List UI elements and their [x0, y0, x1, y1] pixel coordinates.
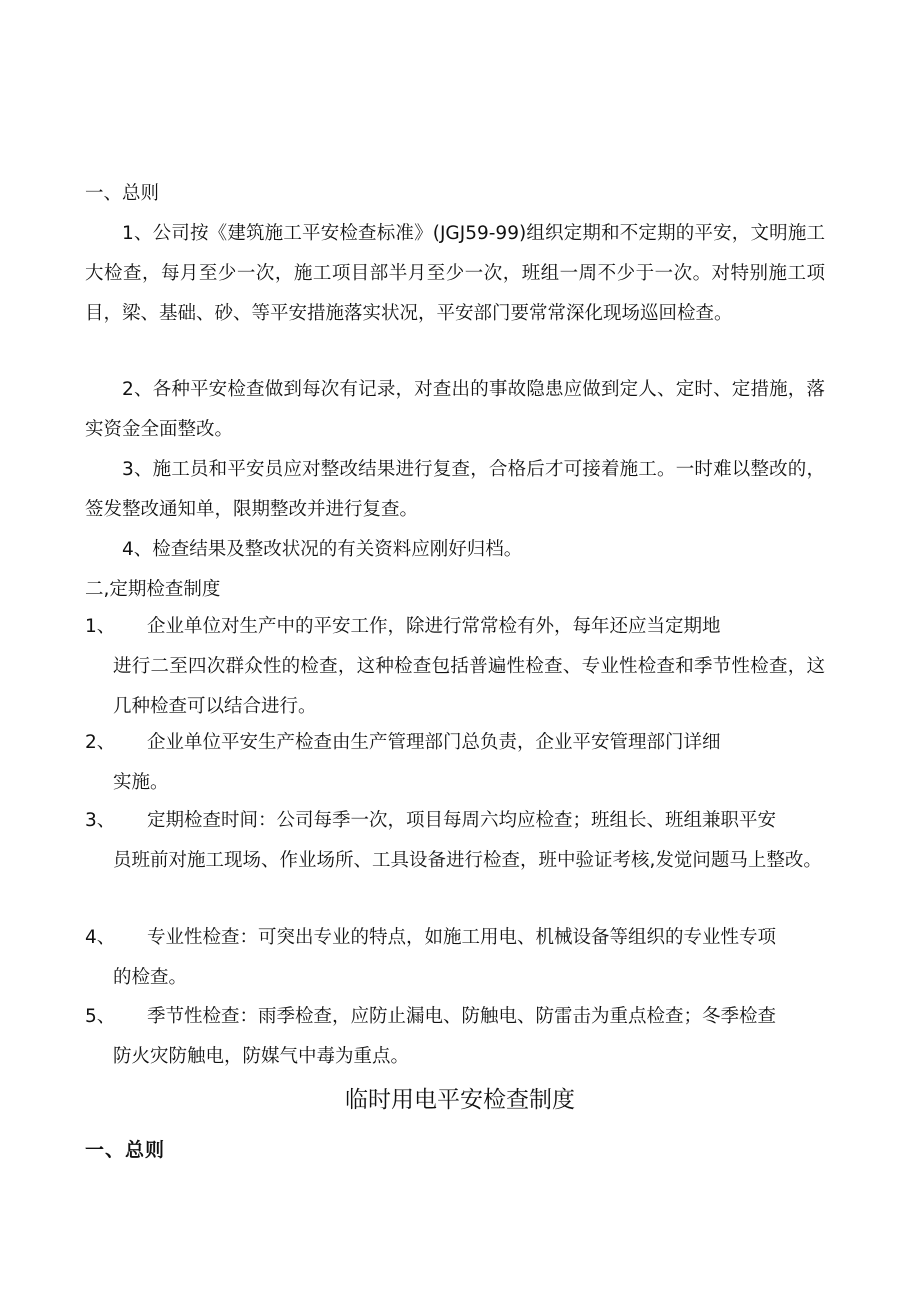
- list-item-continuation: 实施。: [113, 772, 169, 793]
- list-item-continuation: 防火灾防触电，防媒气中毒为重点。: [113, 1046, 410, 1067]
- list-item-continuation: 的检查。: [113, 967, 188, 988]
- list-item-first-line: 企业单位平安生产检查由生产管理部门总负责，企业平安管理部门详细: [147, 732, 721, 753]
- list-item: [85, 607, 825, 727]
- section-heading-periodic: 二,定期检查制度: [85, 579, 221, 600]
- list-item-number: 1、: [85, 616, 116, 637]
- section-heading-general: 一、总则: [85, 183, 160, 204]
- paragraph-4: 4、检查结果及整改状况的有关资料应刚好归档。: [122, 539, 523, 560]
- list-item-number: 5、: [85, 1006, 116, 1027]
- list-item: [85, 918, 825, 998]
- paragraph-2: 2、各种平安检查做到每次有记录，对查出的事故隐患应做到定人、定时、定措施，落实资金全面整改。: [85, 379, 825, 440]
- section-heading-general-2: 一、总则: [85, 1139, 166, 1161]
- list-item-first-line: 定期检查时间：公司每季一次，项目每周六均应检查；班组长、班组兼职平安: [147, 810, 777, 831]
- paragraph-1: 1、公司按《建筑施工平安检查标准》(JGJ59-99)组织定期和不定期的平安，文明施工大检查，每月至少一次，施工项目部半月至少一次，班组一周不少于一次。对特别施工项目，梁、基础、砂、等平安措施落实状况，平安部门要常常深化现场巡回检查。: [85, 223, 825, 324]
- document-title: 临时用电平安检查制度: [345, 1087, 575, 1113]
- paragraph-3: 3、施工员和平安员应对整改结果进行复查，合格后才可接着施工。一时难以整改的，签发整改通知单，限期整改并进行复查。: [85, 459, 825, 520]
- list-item-first-line: 季节性检查：雨季检查，应防止漏电、防触电、防雷击为重点检查；冬季检查: [147, 1006, 777, 1027]
- list-item-continuation: 进行二至四次群众性的检查，这种检查包括普遍性检查、专业性检查和季节性检查，这几种检查可以结合进行。: [113, 656, 825, 717]
- list-item-first-line: 专业性检查：可突出专业的特点，如施工用电、机械设备等组织的专业性专项: [147, 927, 777, 948]
- list-item-number: 2、: [85, 732, 116, 753]
- list-item: [85, 723, 825, 803]
- list-item: [85, 997, 825, 1077]
- list-item-number: 4、: [85, 927, 116, 948]
- list-item: [85, 801, 825, 881]
- list-item-continuation: 员班前对施工现场、作业场所、工具设备进行检查，班中验证考核,发觉问题马上整改。: [113, 850, 822, 871]
- list-item-first-line: 企业单位对生产中的平安工作，除进行常常检有外，每年还应当定期地: [147, 616, 721, 637]
- list-item-number: 3、: [85, 810, 116, 831]
